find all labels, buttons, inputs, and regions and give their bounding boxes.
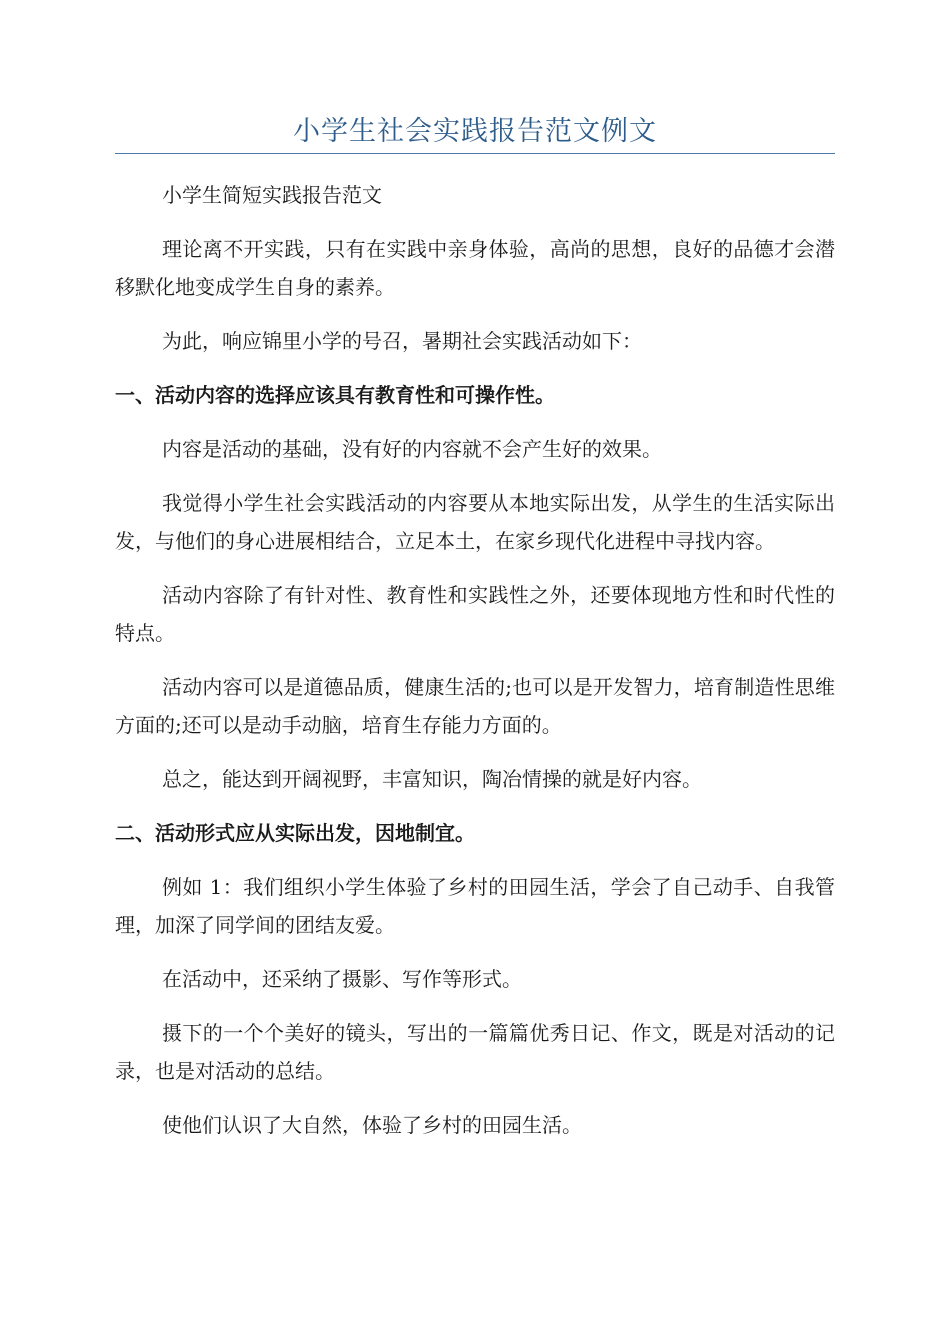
section-heading: 二、活动形式应从实际出发，因地制宜。 (115, 821, 475, 845)
body-paragraph: 例如 1：我们组织小学生体验了乡村的田园生活，学会了自己动手、自我管理，加深了同学间的团结友爱。 (115, 875, 835, 937)
intro-paragraph: 理论离不开实践，只有在实践中亲身体验，高尚的思想，良好的品德才会潜移默化地变成学生自身的素养。 (115, 237, 835, 299)
body-paragraph: 活动内容除了有针对性、教育性和实践性之外，还要体现地方性和时代性的特点。 (115, 583, 835, 645)
section-heading: 一、活动内容的选择应该具有教育性和可操作性。 (115, 383, 555, 407)
body-paragraph: 总之，能达到开阔视野，丰富知识，陶冶情操的就是好内容。 (162, 767, 702, 791)
body-paragraph: 我觉得小学生社会实践活动的内容要从本地实际出发，从学生的生活实际出发，与他们的身心进展相结合，立足本土，在家乡现代化进程中寻找内容。 (115, 491, 835, 553)
body-paragraph: 活动内容可以是道德品质，健康生活的;也可以是开发智力，培育制造性思维方面的;还可以是动手动脑，培育生存能力方面的。 (115, 675, 835, 737)
body-paragraph: 在活动中，还采纳了摄影、写作等形式。 (162, 967, 522, 991)
body-paragraph: 使他们认识了大自然，体验了乡村的田园生活。 (162, 1113, 582, 1137)
title-underline (115, 153, 835, 154)
body-paragraph: 内容是活动的基础，没有好的内容就不会产生好的效果。 (162, 437, 662, 461)
subtitle-paragraph: 小学生简短实践报告范文 (162, 183, 382, 207)
body-paragraph: 摄下的一个个美好的镜头，写出的一篇篇优秀日记、作文，既是对活动的记录，也是对活动的总结。 (115, 1021, 835, 1083)
intro-paragraph: 为此，响应锦里小学的号召，暑期社会实践活动如下： (162, 329, 642, 353)
document-title: 小学生社会实践报告范文例文 (293, 116, 657, 147)
document-body (115, 176, 835, 1160)
